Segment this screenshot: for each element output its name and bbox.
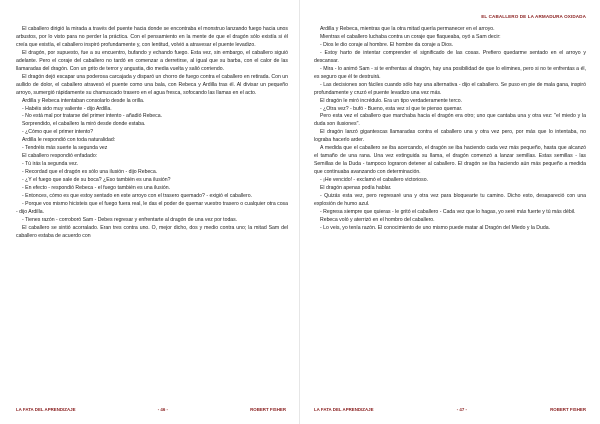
left-page-number: - 46 - — [157, 407, 168, 412]
paragraph: El caballero se sintió acorralado. Eran tres contra uno. O, mejor dicho, dos y medio contra uno; la mitad Sam del caballero estaba de acuerdo con — [16, 224, 288, 239]
paragraph: - Tendréis más suerte la segunda vez — [22, 145, 108, 152]
paragraph: - Regresa siempre que quieras - le gritó el caballero - Cada vez que lo hagas, yo seré más fuerte y tú más débil. — [320, 208, 576, 215]
paragraph: - Dios le dio coraje al hombre. El hombre da coraje a Dios. — [320, 41, 454, 48]
paragraph: Pero esta vez el caballero que marchaba hacia el dragón era otro; uno que cantaba una y otra vez: "el miedo y la duda son ilusiones". — [314, 113, 586, 128]
right-page — [300, 0, 600, 424]
paragraph: A medida que el caballero se iba acercando, el dragón se iba haciendo cada vez más pequeño, hasta que alcanzó el tamaño de una rana. Una vez extinguida su llama, el dragón comenzó a lanzar semillas. Estas semillas - las Semillas de la Duda - tampoco lograron detener al caballero. El dragón se iba haciendo aún más pequeño a medida que continuaba avanzando con determinación. — [314, 145, 586, 176]
paragraph: - Mira - lo animó Sam - si te enfrentas al dragón, hay una posibilidad de que lo elimines, pero si no te enfrentas a él, es seguro que él te destruirá. — [314, 65, 586, 80]
paragraph: - En efecto - respondió Rebeca - el fuego también es una ilusión. — [22, 185, 171, 192]
paragraph: - Las decisiones son fáciles cuando sólo hay una alternativa - dijo el caballero. Se puso en pie de mala gana, inspiró profundamente y cruzó el puente levadizo una vez más. — [314, 81, 586, 96]
paragraph: - ¿Otra vez? - bufó - Bueno, esta vez sí que te pienso quemar. — [320, 105, 463, 112]
left-page-footer — [16, 407, 286, 412]
paragraph: Mientras el caballero luchaba contra un coraje que flaqueaba, oyó a Sam decir: — [320, 33, 501, 40]
paragraph: Ardilla le respondió con toda naturalidad: — [22, 137, 116, 144]
paragraph: - Entonces, cómo es que estoy sentado en este arroyo con el trasero quemado? - exigió el caballero. — [22, 193, 253, 200]
left-page-body — [16, 26, 288, 241]
paragraph: - No está mal por tratarse del primer intento - añadió Rebeca. — [22, 113, 163, 120]
right-footer-series: LA FATA DEL APRENDIZAJE — [314, 407, 374, 412]
paragraph: Rebeca voló y aterrizó en el hombro del caballero. — [320, 216, 435, 223]
running-head: EL CABALLERO DE LA ARMADURA OXIDADA — [481, 14, 586, 19]
left-footer-series: LA FATA DEL APRENDIZAJE — [16, 407, 76, 412]
paragraph: El dragón lanzó gigantescas llamaradas contra el caballero una y otra vez pero, por más que lo intentaba, no lograba hacerlo arder. — [314, 129, 586, 144]
paragraph: Ardilla y Rebeca intentaban consolarlo desde la orilla. — [22, 97, 145, 104]
paragraph: El caballero respondió enfadado: — [22, 153, 98, 160]
paragraph: El dragón, por supuesto, fue a su encuentro, bufando y echando fuego. Esta vez, sin embargo, el caballero siguió adelante. Pero el coraje del caballero no tardó en comenzar a derretirse, al igual que su barba, con el calor de las llamaradas del dragón. Con un grito de terror y angustia, dio media vuelta y salió corriendo. — [16, 49, 288, 72]
right-page-body — [314, 26, 586, 233]
right-page-footer — [314, 407, 586, 412]
paragraph: - ¿Y el fuego que sale de su boca? ¿Eso también es una ilusión? — [22, 177, 171, 184]
paragraph: - Tú irás la segunda vez. — [22, 161, 79, 168]
paragraph: Sorprendido, el caballero la miró desde donde estaba. — [22, 121, 146, 128]
paragraph: - Tienes razón - corroboró Sam - Debes regresar y enfrentarte al dragón de una vez por todas. — [22, 216, 238, 223]
paragraph: Ardilla y Rebeca, mientras que la otra mitad quería permanecer en el arroyo. — [320, 26, 495, 32]
paragraph: - Habéis sido muy valiente - dijo Ardilla. — [22, 105, 112, 112]
paragraph: - Quizás esta vez, pero regresaré una y otra vez para bloquearte tu camino. Dicho esto, desapareció con una explosión de humo azul. — [314, 193, 586, 207]
paragraph: - Lo veis, yo tenía razón. El conocimiento de uno mismo puede matar al Dragón del Miedo y la Duda. — [320, 224, 551, 231]
paragraph: El dragón le miró incrédulo. Era un tipo verdaderamente terco. — [320, 97, 463, 104]
left-footer-author: ROBERT FISHER — [250, 407, 286, 412]
paragraph: - Recordad que el dragón es sólo una ilusión - dijo Rebeca. — [22, 169, 158, 176]
paragraph: - ¿Cómo que el primer intento? — [22, 129, 94, 136]
right-footer-author: ROBERT FISHER — [550, 407, 586, 412]
paragraph: - Estoy harto de intentar comprender el significado de las cosas. Prefiero quedarme sentado en el arroyo y descansar. — [314, 49, 586, 64]
paragraph: - ¡He vencido! - exclamó el caballero victorioso. — [320, 177, 428, 184]
paragraph: El dragón dejó escapar una poderosa carcajada y disparó un chorro de fuego contra el caballero en retirada. Con un aullido de dolor, el caballero atravesó el puente como una bala, con Rebeca y Ardilla tras él. Al divisar un pequeño arroyo, sumergió rápidamente su chamuscado trasero en el agua fresca, sofocando las llamas en el acto. — [16, 73, 288, 96]
paragraph: El dragón apenas podía hablar. — [320, 185, 392, 192]
paragraph: El caballero dirigió la mirada a través del puente hacia donde se encontraba el monstruo lanzando fuego hacia unos arbustos, por lo visto para no perder la práctica. Con el pensamiento en la mente de que el dragón sólo existía si él creía que existía, el caballero inspiró profundamente y, con lentitud, volvió a atravesar el puente levadizo. — [16, 26, 288, 48]
right-page-number: - 47 - — [456, 407, 467, 412]
paragraph: - Porque vos mismo hicisteis que el fuego fuera real, le das el poder de quemar vuestro trasero o cualquier otra cosa - dijo Ardilla. — [16, 200, 288, 215]
